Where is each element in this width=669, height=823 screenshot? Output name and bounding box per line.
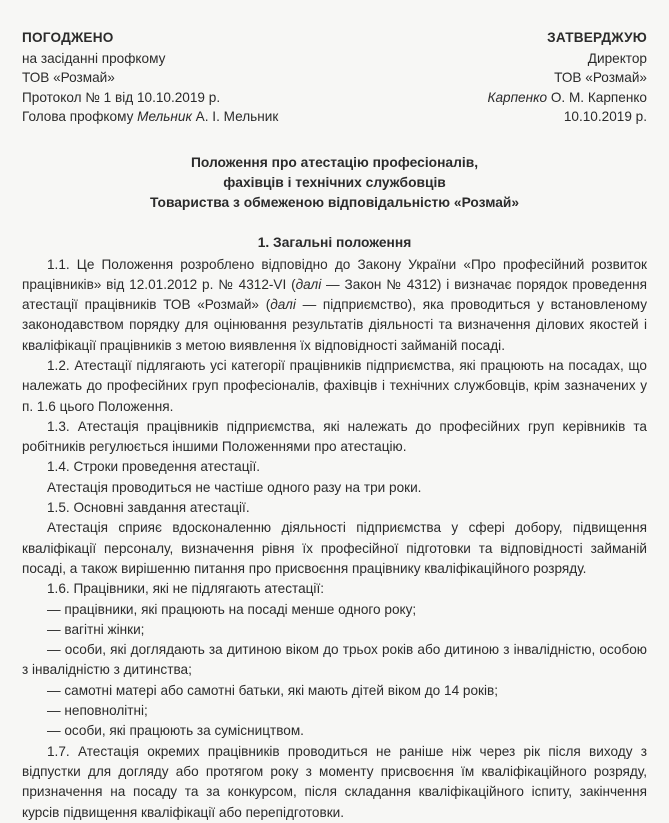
list-item: — неповнолітні; [47, 703, 148, 719]
list-item: — самотні матері або самотні батьки, які мають дітей віком до 14 років; [47, 682, 499, 698]
union-protocol-line: Протокол № 1 від 10.10.2019 р. [22, 89, 221, 105]
union-chair-signature: Мельник [137, 109, 192, 124]
director-title-line: Директор [587, 50, 647, 66]
clause-1-5: 1.5. Основні завдання атестації. [47, 500, 250, 516]
list-item: — вагітні жінки; [47, 621, 145, 637]
clause-1-1-italic-2: далі [270, 297, 296, 313]
director-company-line: ТОВ «Розмай» [554, 70, 647, 85]
union-meeting-line: на засіданні профкому [22, 50, 166, 66]
approval-column-left [22, 28, 278, 127]
title-line-3: Товариства з обмеженою відповідальністю «Розмай» [149, 194, 520, 210]
approved-by-union-heading: ПОГОДЖЕНО [22, 30, 114, 45]
page-title [22, 153, 647, 213]
clause-1-3: 1.3. Атестація працівників підприємства, які належать до професійних груп керівників та робітників регулюється іншими Положеннями про атестацію. [22, 418, 647, 455]
approval-column-right [487, 28, 647, 127]
clause-1-1-part-a: 1.1. Це Положення розроблено відповідно до Закону України «Про професійний розвиток працівників» від 12.01.2012 р. № 4312-VI ( [22, 256, 647, 292]
union-company-line: ТОВ «Розмай» [22, 70, 115, 85]
clause-1-6: 1.6. Працівники, які не підлягають атестації: [47, 581, 325, 597]
clause-1-5-note: Атестація сприяє вдосконаленню діяльності підприємства у сфері добору, підвищення кваліфікації персоналу, визначення рівня їх професійної підготовки та відповідності займаній посаді, а також вирішенню питання про присвоєння працівнику кваліфікаційного розряду. [22, 520, 647, 576]
clause-1-1-italic-1: далі [295, 276, 322, 292]
clause-1-1-part-b: — Закон № 4312) і визначає порядок проведення атестації працівників ТОВ «Розмай» ( [22, 276, 647, 313]
approval-header [22, 28, 647, 127]
clause-1-4: 1.4. Строки проведення атестації. [47, 459, 261, 475]
section-heading-general-provisions: 1. Загальні положення [257, 234, 412, 250]
list-item: — особи, які доглядають за дитиною віком до трьох років або дитиною з інвалідністю, особою з інвалідністю з дитинства; [22, 642, 647, 678]
clause-1-4-note: Атестація проводиться не частіше одного разу на три роки. [47, 479, 422, 495]
document-body [22, 255, 647, 823]
director-signature-line [487, 88, 647, 108]
director-name: О. М. Карпенко [547, 89, 647, 105]
director-date-line: 10.10.2019 р. [563, 109, 647, 124]
clause-1-1-part-c: — підприємство), яка проводиться у встановленому законодавством порядку для оцінювання результатів діяльності та визначення ділових якостей і кваліфікації працівників з метою виявлення їх відповідності займаній посаді. [22, 297, 647, 353]
title-line-2: фахівців і технічних службовців [223, 174, 446, 190]
list-item: — працівники, які працюють на посаді менше одного року; [47, 601, 417, 617]
director-signature: Карпенко [487, 89, 548, 105]
clause-1-6-list [22, 600, 647, 742]
clause-1-7: 1.7. Атестація окремих працівників проводиться не раніше ніж через рік після виходу з відпустки для догляду або протягом року з моменту присвоєння їм кваліфікаційного розряду, призначення на посаду та за конкурсом, після складання кваліфікаційного іспиту, закінчення курсів підвищення кваліфікації або перепідготовки. [22, 743, 647, 820]
union-chair-line [22, 107, 278, 127]
list-item: — особи, які працюють за сумісництвом. [47, 723, 304, 739]
union-chair-name: А. І. Мельник [191, 109, 279, 124]
approved-by-director-heading: ЗАТВЕРДЖУЮ [547, 30, 647, 45]
title-line-1: Положення про атестацію професіоналів, [190, 154, 479, 170]
union-chair-prefix: Голова профкому [22, 109, 138, 124]
clause-1-2: 1.2. Атестації підлягають усі категорії працівників підприємства, які працюють на посадах, що належать до професійних груп професіоналів, фахівців і технічних службовців, крім зазначених у п. 1.6 цього Положення. [22, 357, 647, 414]
clause-1-1 [22, 255, 647, 356]
